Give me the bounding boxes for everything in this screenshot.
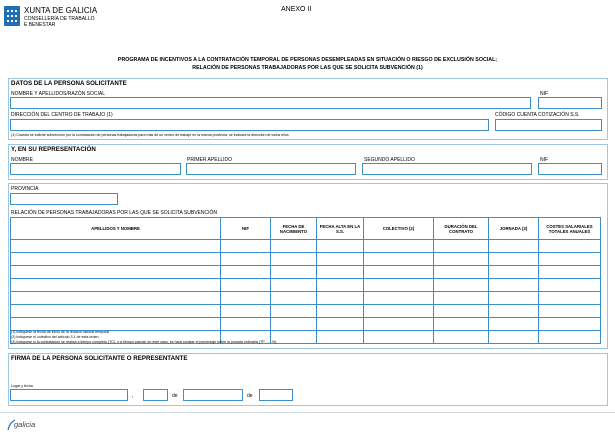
table-cell[interactable] bbox=[364, 292, 434, 305]
rep-name-label: NOMBRE bbox=[11, 157, 33, 163]
table-cell[interactable] bbox=[434, 331, 489, 344]
ccc-field[interactable] bbox=[495, 119, 602, 131]
table-cell[interactable] bbox=[539, 240, 601, 253]
table-cell[interactable] bbox=[271, 318, 317, 331]
table-cell[interactable] bbox=[221, 292, 271, 305]
table-cell[interactable] bbox=[364, 331, 434, 344]
table-note-1: (1) Indíquese la fecha de inicio de la relación laboral temporal bbox=[11, 330, 110, 334]
footer-divider bbox=[0, 412, 615, 413]
table-cell[interactable] bbox=[271, 266, 317, 279]
table-cell[interactable] bbox=[434, 292, 489, 305]
table-cell[interactable] bbox=[539, 318, 601, 331]
applicant-nif-field[interactable] bbox=[538, 97, 602, 109]
table-cell[interactable] bbox=[11, 318, 221, 331]
table-row bbox=[11, 305, 601, 318]
place-date-label: Lugar y fecha bbox=[11, 384, 33, 388]
table-cell[interactable] bbox=[271, 240, 317, 253]
table-cell[interactable] bbox=[364, 279, 434, 292]
galicia-logo bbox=[6, 419, 46, 431]
table-cell[interactable] bbox=[434, 240, 489, 253]
rep-nif-field[interactable] bbox=[538, 163, 602, 175]
table-cell[interactable] bbox=[434, 305, 489, 318]
table-cell[interactable] bbox=[317, 318, 364, 331]
comma-separator: , bbox=[132, 393, 134, 399]
table-cell[interactable] bbox=[539, 279, 601, 292]
representative-section-title: Y, EN SU REPRESENTACIÓN bbox=[11, 146, 96, 153]
province-field[interactable] bbox=[10, 193, 118, 205]
address-note: (1) Cuando se solicite subvención por la contratación de personas trabajadoras para más de un centro de trabajo en la misma provincia, se indicará la dirección de todos ellos bbox=[11, 133, 289, 137]
table-cell[interactable] bbox=[434, 279, 489, 292]
ccc-label: CÓDIGO CUENTA COTIZACIÓN S.S. bbox=[495, 112, 580, 118]
day-field[interactable] bbox=[143, 389, 168, 401]
workers-subtitle: RELACIÓN DE PERSONAS TRABAJADORAS POR LAS QUE SE SOLICITA SUBVENCIÓN bbox=[11, 210, 217, 216]
annex-label: ANEXO II bbox=[281, 6, 312, 13]
galicia-brand-text: galicia bbox=[14, 420, 36, 429]
col-header-name: APELLIDOS Y NOMBRE bbox=[11, 218, 221, 240]
department-line-2: E BENESTAR bbox=[24, 22, 56, 28]
department-line-1: CONSELLERÍA DE TRABALLO bbox=[24, 16, 95, 22]
table-cell[interactable] bbox=[434, 253, 489, 266]
year-field[interactable] bbox=[259, 389, 293, 401]
col-header-ss-date: FECHA ALTA EN LA S.S. bbox=[317, 218, 364, 240]
table-cell[interactable] bbox=[539, 266, 601, 279]
col-header-nif: NIF bbox=[221, 218, 271, 240]
table-cell[interactable] bbox=[539, 292, 601, 305]
table-cell[interactable] bbox=[221, 305, 271, 318]
table-cell[interactable] bbox=[317, 240, 364, 253]
table-cell[interactable] bbox=[271, 305, 317, 318]
col-header-duration: DURACIÓN DEL CONTRATO bbox=[434, 218, 489, 240]
de-separator-1: de bbox=[172, 393, 178, 399]
table-row bbox=[11, 253, 601, 266]
table-cell[interactable] bbox=[317, 279, 364, 292]
table-cell[interactable] bbox=[221, 318, 271, 331]
workers-table-header bbox=[11, 218, 601, 240]
rep-nif-label: NIF bbox=[540, 157, 549, 163]
form-title-line-2: RELACIÓN DE PERSONAS TRABAJADORAS POR LAS QUE SE SOLICITA SUBVENCIÓN (1) bbox=[192, 65, 423, 71]
table-cell[interactable] bbox=[489, 331, 539, 344]
table-cell[interactable] bbox=[434, 266, 489, 279]
month-field[interactable] bbox=[183, 389, 243, 401]
xunta-logo bbox=[4, 6, 20, 26]
table-row bbox=[11, 279, 601, 292]
de-separator-2: de bbox=[247, 393, 253, 399]
table-cell[interactable] bbox=[11, 279, 221, 292]
form-title-line-1: PROGRAMA DE INCENTIVOS A LA CONTRATACIÓN TEMPORAL DE PERSONAS DESEMPLEADAS EN SITUACIÓN O RIESGO DE EXCLUSIÓN SOCIAL; bbox=[117, 57, 498, 63]
table-cell[interactable] bbox=[317, 253, 364, 266]
table-cell[interactable] bbox=[364, 253, 434, 266]
table-cell[interactable] bbox=[489, 240, 539, 253]
col-header-group: COLECTIVO (2) bbox=[364, 218, 434, 240]
table-cell[interactable] bbox=[221, 253, 271, 266]
address-label: DIRECCIÓN DEL CENTRO DE TRABAJO (1) bbox=[11, 112, 113, 118]
rep-name-field[interactable] bbox=[10, 163, 181, 175]
table-cell[interactable] bbox=[364, 305, 434, 318]
table-row bbox=[11, 318, 601, 331]
applicant-nif-label: NIF bbox=[540, 91, 549, 97]
org-name: XUNTA DE GALICIA bbox=[24, 6, 98, 15]
table-cell[interactable] bbox=[489, 279, 539, 292]
applicant-section-title: DATOS DE LA PERSONA SOLICITANTE bbox=[11, 80, 127, 87]
col-header-birth-date: FECHA DE NACIMIENTO bbox=[271, 218, 317, 240]
rep-surname1-field[interactable] bbox=[186, 163, 356, 175]
table-cell[interactable] bbox=[317, 266, 364, 279]
table-cell[interactable] bbox=[364, 318, 434, 331]
name-label: NOMBRE Y APELLIDOS/RAZÓN SOCIAL bbox=[11, 91, 106, 97]
table-cell[interactable] bbox=[221, 279, 271, 292]
table-cell[interactable] bbox=[317, 305, 364, 318]
table-row bbox=[11, 240, 601, 253]
table-cell[interactable] bbox=[317, 331, 364, 344]
table-cell[interactable] bbox=[364, 240, 434, 253]
col-header-costs: COSTES SALARIALES TOTALES ANUALES bbox=[539, 218, 601, 240]
table-note-2: (2) Indíquese el colectivo del artículo 3.1 de esta orden. bbox=[11, 335, 100, 339]
table-cell[interactable] bbox=[489, 292, 539, 305]
table-cell[interactable] bbox=[221, 240, 271, 253]
table-cell[interactable] bbox=[11, 253, 221, 266]
province-label: PROVINCIA bbox=[11, 186, 39, 192]
table-cell[interactable] bbox=[489, 253, 539, 266]
rep-surname2-label: SEGUNDO APELLIDO bbox=[364, 157, 415, 163]
name-field[interactable] bbox=[10, 97, 531, 109]
table-cell[interactable] bbox=[11, 266, 221, 279]
table-cell[interactable] bbox=[489, 318, 539, 331]
table-cell[interactable] bbox=[271, 279, 317, 292]
table-cell[interactable] bbox=[11, 305, 221, 318]
table-row bbox=[11, 266, 601, 279]
workers-table bbox=[10, 217, 601, 344]
table-cell[interactable] bbox=[271, 253, 317, 266]
table-cell[interactable] bbox=[539, 253, 601, 266]
table-cell[interactable] bbox=[539, 331, 601, 344]
table-cell[interactable] bbox=[271, 331, 317, 344]
table-cell[interactable] bbox=[11, 240, 221, 253]
table-cell[interactable] bbox=[434, 318, 489, 331]
col-header-schedule: JORNADA (3) bbox=[489, 218, 539, 240]
table-cell[interactable] bbox=[271, 292, 317, 305]
crest-icon bbox=[4, 6, 20, 26]
table-cell[interactable] bbox=[489, 266, 539, 279]
place-field[interactable] bbox=[10, 389, 128, 401]
rep-surname2-field[interactable] bbox=[362, 163, 532, 175]
table-cell[interactable] bbox=[364, 266, 434, 279]
table-cell[interactable] bbox=[539, 305, 601, 318]
signature-section-title: FIRMA DE LA PERSONA SOLICITANTE O REPRESENTANTE bbox=[11, 355, 188, 362]
table-cell[interactable] bbox=[11, 292, 221, 305]
table-cell[interactable] bbox=[489, 305, 539, 318]
rep-surname1-label: PRIMER APELLIDO bbox=[187, 157, 233, 163]
table-cell[interactable] bbox=[221, 266, 271, 279]
table-note-3: (3) Indíquese si la contratación se realiza a tiempo completo (TC), o a tiempo parcial; en este caso, se hará constar el porcentaje sobre la jornada ordinaria (TP……%). bbox=[11, 340, 278, 344]
table-row bbox=[11, 292, 601, 305]
table-cell[interactable] bbox=[317, 292, 364, 305]
address-field[interactable] bbox=[10, 119, 489, 131]
